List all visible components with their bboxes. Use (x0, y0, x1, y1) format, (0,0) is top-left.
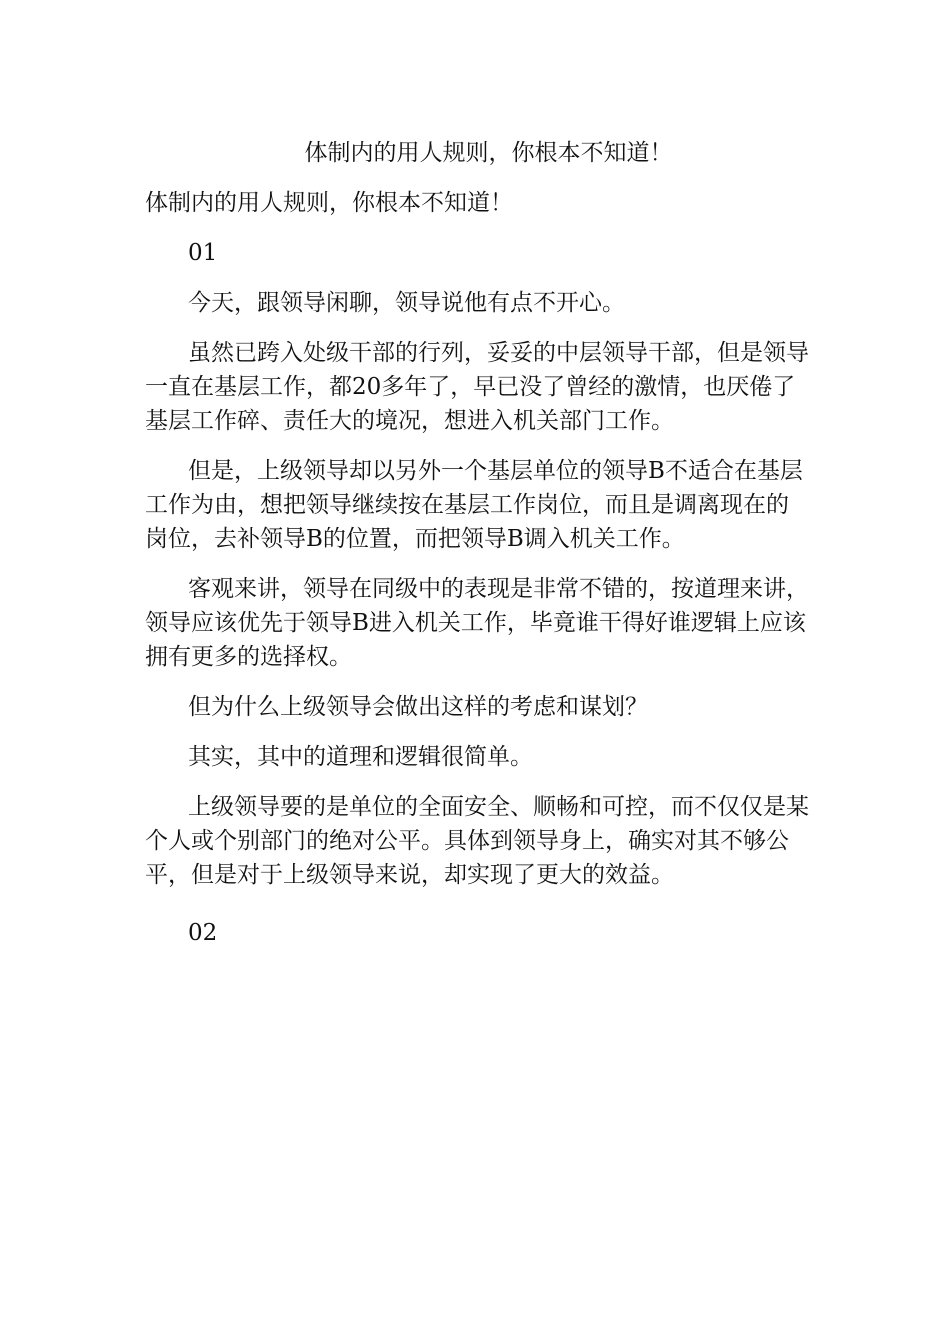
section-number-01: 01 (188, 240, 218, 266)
document-subtitle: 体制内的用人规则，你根本不知道！ (145, 190, 513, 216)
paragraph: 其实，其中的道理和逻辑很简单。 (188, 744, 533, 770)
paragraph: 虽然已跨入处级干部的行列，妥妥的中层领导干部，但是领导一直在基层工作，都20多年了，早已没了曾经的激情，也厌倦了基层工作碎、责任大的境况，想进入机关部门工作。 (145, 340, 809, 434)
paragraph: 但是，上级领导却以另外一个基层单位的领导B不适合在基层工作为由，想把领导继续按在基层工作岗位，而且是调离现在的岗位，去补领导B的位置，而把领导B调入机关工作。 (145, 458, 803, 552)
document-body (145, 136, 810, 966)
document-title: 体制内的用人规则，你根本不知道！ (304, 140, 673, 166)
paragraph: 客观来讲，领导在同级中的表现是非常不错的，按道理来讲，领导应该优先于领导B进入机关工作，毕竟谁干得好谁逻辑上应该拥有更多的选择权。 (145, 576, 809, 670)
paragraph: 上级领导要的是单位的全面安全、顺畅和可控，而不仅仅是某个人或个别部门的绝对公平。具体到领导身上，确实对其不够公平，但是对于上级领导来说，却实现了更大的效益。 (145, 794, 809, 888)
paragraph: 但为什么上级领导会做出这样的考虑和谋划？ (188, 694, 648, 720)
paragraph: 今天，跟领导闲聊，领导说他有点不开心。 (188, 290, 625, 316)
section-number-02: 02 (188, 920, 218, 946)
